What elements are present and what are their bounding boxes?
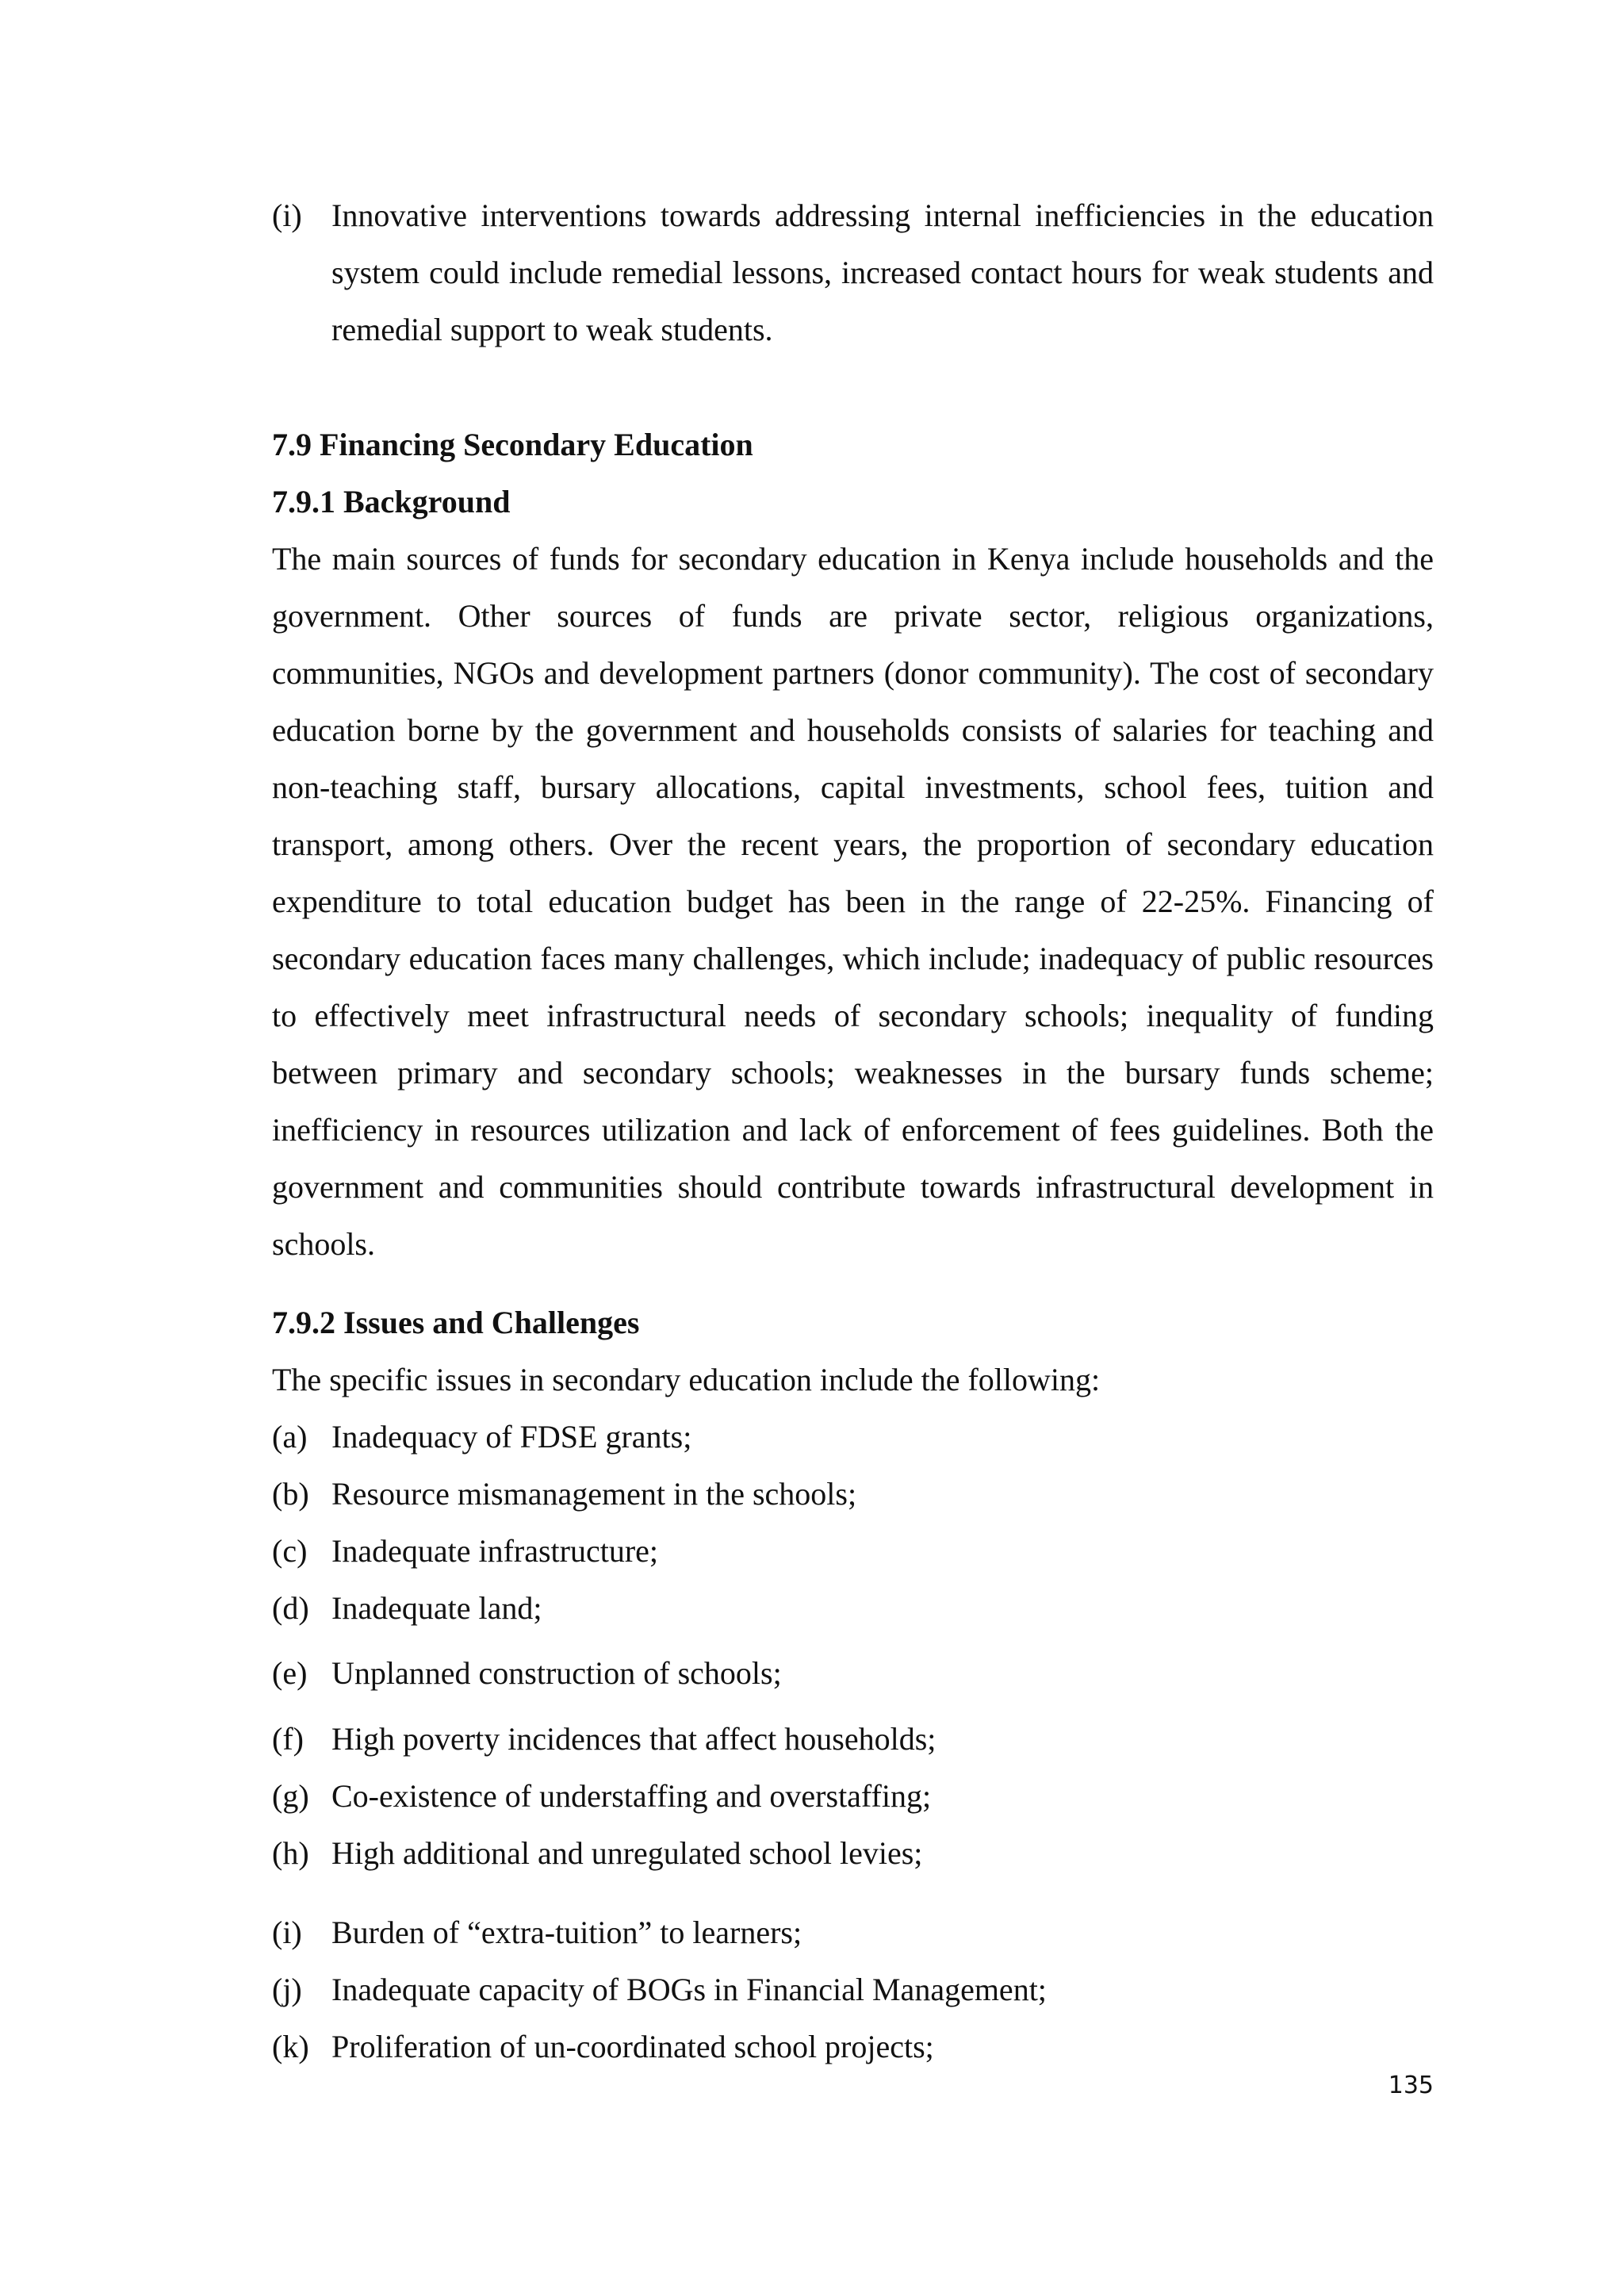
list-item xyxy=(272,1961,1047,2018)
list-item-text: Inadequate infrastructure; xyxy=(331,1533,659,1569)
list-item xyxy=(272,1904,802,1961)
list-item xyxy=(272,1580,542,1637)
list-item xyxy=(272,1768,931,1825)
list-item-text: Resource mismanagement in the schools; xyxy=(331,1476,857,1512)
list-item xyxy=(272,1409,691,1466)
subsection-heading-background: 7.9.1 Background xyxy=(272,484,511,519)
list-marker: (i) xyxy=(272,197,302,233)
list-marker: (g) xyxy=(272,1778,309,1814)
list-item-text: Inadequacy of FDSE grants; xyxy=(331,1419,692,1455)
section-heading: 7.9 Financing Secondary Education xyxy=(272,427,753,462)
list-marker: (e) xyxy=(272,1655,308,1691)
list-item-text: High additional and unregulated school levies; xyxy=(331,1835,923,1871)
list-item xyxy=(272,1825,922,1882)
page-number: 135 xyxy=(1388,2072,1434,2099)
list-item xyxy=(272,2018,934,2076)
list-item xyxy=(272,1466,856,1523)
list-item-text: Innovative interventions towards addressing internal inefficiencies in the education system could include remedial lessons, increased contact hours for weak students and remedial support to weak students. xyxy=(331,197,1434,347)
list-item-text: Inadequate land; xyxy=(331,1590,542,1626)
list-marker: (c) xyxy=(272,1533,308,1569)
list-item-text: Proliferation of un-coordinated school projects; xyxy=(331,2029,934,2064)
list-item-text: Burden of “extra-tuition” to learners; xyxy=(331,1915,802,1950)
list-marker: (b) xyxy=(272,1476,309,1512)
list-item-text: Co-existence of understaffing and overstaffing; xyxy=(331,1778,932,1814)
list-marker: (a) xyxy=(272,1419,308,1455)
list-marker: (h) xyxy=(272,1835,309,1871)
list-item-i-intro xyxy=(272,187,1434,358)
list-item xyxy=(272,1711,936,1768)
list-marker: (i) xyxy=(272,1915,302,1950)
list-item-text: Unplanned construction of schools; xyxy=(331,1655,782,1691)
list-item-text: High poverty incidences that affect households; xyxy=(331,1721,936,1757)
list-item xyxy=(272,1523,658,1580)
list-item-text: Inadequate capacity of BOGs in Financial Management; xyxy=(331,1972,1047,2007)
issues-intro: The specific issues in secondary education include the following: xyxy=(272,1362,1101,1397)
list-marker: (d) xyxy=(272,1590,309,1626)
background-paragraph: The main sources of funds for secondary education in Kenya include households and the government. Other sources of funds are private sector, religious organizations, communities, NGOs and development partners (donor community). The cost of secondary education borne by the government and households consists of salaries for teaching and non-teaching staff, bursary allocations, capital investments, school fees, tuition and transport, among others. Over the recent years, the proportion of secondary education expenditure to total education budget has been in the range of 22-25%. Financing of secondary education faces many challenges, which include; inadequacy of public resources to effectively meet infrastructural needs of secondary schools; inequality of funding between primary and secondary schools; weaknesses in the bursary funds scheme; inefficiency in resources utilization and lack of enforcement of fees guidelines. Both the government and communities should contribute towards infrastructural development in schools. xyxy=(272,541,1434,1262)
list-item xyxy=(272,1645,782,1702)
list-marker: (k) xyxy=(272,2029,309,2064)
subsection-heading-issues: 7.9.2 Issues and Challenges xyxy=(272,1305,640,1340)
list-marker: (f) xyxy=(272,1721,304,1757)
list-marker: (j) xyxy=(272,1972,302,2007)
